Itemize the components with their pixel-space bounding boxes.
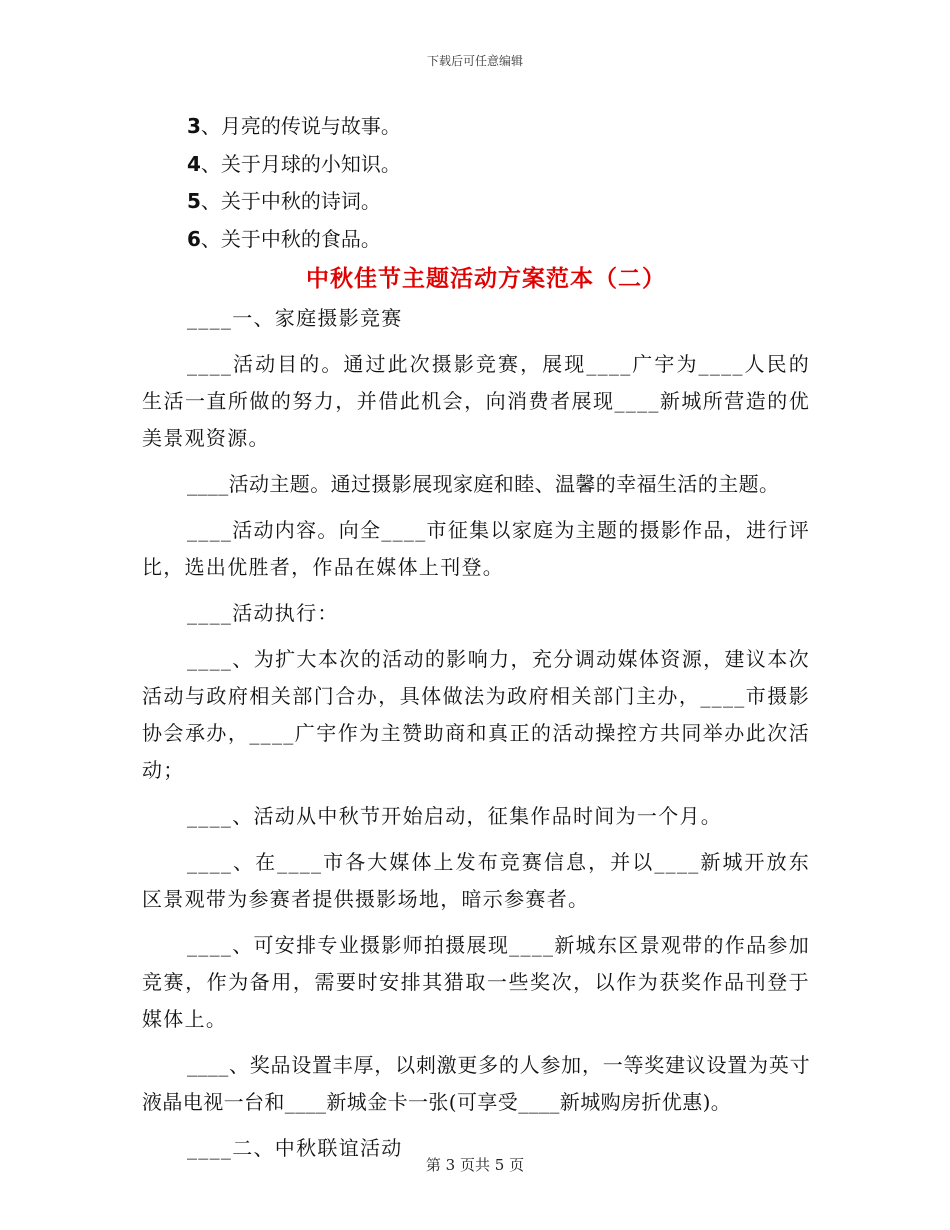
paragraph: ____、为扩大本次的活动的影响力，充分调动媒体资源，建议本次活动与政府相关部门合办，具体做法为政府相关部门主办，____市摄影协会承办，____广宇作为主赞助商和真正的活动操控方共同举办此次活动； [142,647,810,782]
list-text: 、关于中秋的诗词。 [200,189,381,213]
list-text: 、月亮的传说与故事。 [200,114,401,138]
list-number: 3 [187,114,201,138]
paragraph: ____、奖品设置丰厚，以刺激更多的人参加，一等奖建议设置为英寸液晶电视一台和____新城金卡一张(可享受____新城购房折优惠)。 [142,1053,810,1114]
list-text: 、关于月球的小知识。 [200,151,401,176]
page-header: 下载后可任意编辑 [426,54,523,68]
list-number: 6 [187,226,201,251]
document-body [142,108,810,1176]
list-number: 4 [187,151,201,176]
section-title: 中秋佳节主题活动方案范本（二） [306,266,666,292]
paragraph: ____活动主题。通过摄影展现家庭和睦、温馨的幸福生活的主题。 [187,472,780,496]
paragraph: ____、可安排专业摄影师拍摄展现____新城东区景观带的作品参加竞赛，作为备用，需要时安排其猎取一些奖次，以作为获奖作品刊登于媒体上。 [142,933,810,1031]
paragraph: ____、活动从中秋节开始启动，征集作品时间为一个月。 [187,804,723,828]
list-number: 5 [187,189,201,213]
paragraph: ____活动内容。向全____市征集以家庭为主题的摄影作品，进行评比，选出优胜者，作品在媒体上刊登。 [142,518,810,579]
list-item [187,221,810,259]
paragraph: ____活动目的。通过此次摄影竞赛，展现____广宇为____人民的生活一直所做的努力，并借此机会，向消费者展现____新城所营造的优美景观资源。 [142,352,810,450]
list-item [187,183,810,221]
paragraph: ____、在____市各大媒体上发布竞赛信息，并以____新城开放东区景观带为参赛者提供摄影场地，暗示参赛者。 [142,850,810,911]
page-footer: 第 3 页共 5 页 [425,1156,525,1174]
paragraph: ____一、家庭摄影竞赛 [187,306,403,330]
paragraph: ____二、中秋联谊活动 [187,1136,403,1160]
list-text: 、关于中秋的食品。 [200,226,381,251]
paragraph: ____活动执行： [187,601,339,625]
list-item [187,108,810,146]
list-item [187,146,810,184]
